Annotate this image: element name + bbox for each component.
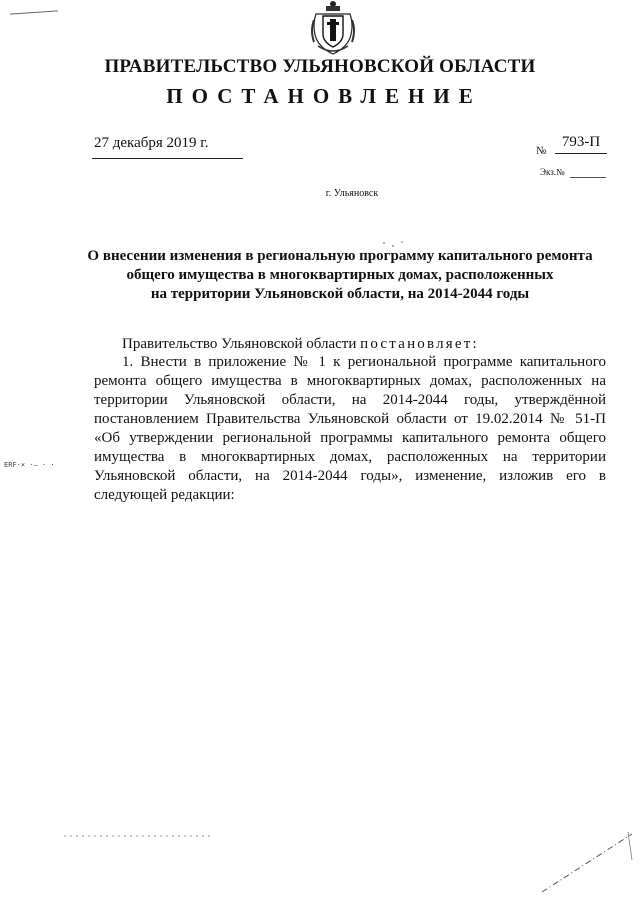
decree-date: 27 декабря 2019 г. xyxy=(94,135,209,151)
title-line-3: на территории Ульяновской области, на 2014-2044 годы xyxy=(150,286,530,302)
document-type-heading: ПОСТАНОВЛЕНИЕ xyxy=(166,84,482,108)
svg-text:ERF·× ·– · ·: ERF·× ·– · · xyxy=(4,461,55,468)
government-name: ПРАВИТЕЛЬСТВО УЛЬЯНОВСКОЙ ОБЛАСТИ xyxy=(104,56,536,77)
date-underline xyxy=(92,158,243,159)
city-name: г. Ульяновск xyxy=(325,188,379,199)
scan-mark-top-left xyxy=(10,10,58,14)
number-sign: № xyxy=(536,145,547,157)
decree-number: 793-П xyxy=(555,134,607,154)
scan-mark-left xyxy=(4,455,94,468)
scan-mark-bottom-left xyxy=(64,826,214,832)
decree-title xyxy=(60,247,620,304)
resolution-intro xyxy=(94,335,606,354)
title-line-2: общего имущества в многоквартирных домах, расположенных xyxy=(126,267,554,283)
coat-of-arms-emblem xyxy=(310,0,356,56)
copy-number-label: Экз.№ xyxy=(540,167,565,177)
scan-mark-bottom-right xyxy=(540,830,635,895)
scan-dots xyxy=(380,236,410,246)
intro-verb: постановляет: xyxy=(360,336,479,352)
title-line-1: О внесении изменения в региональную программу капитального ремонта xyxy=(87,248,593,264)
paragraph-1: 1. Внести в приложение № 1 к региональной программе капитального ремонта общего имущества в многоквартирных домах, расположенных на территории Ульяновской области, на 2014-2044 годы, утверждённой постановлением Правительства Ульяновской области от 19.02.2014 № 51-П «Об утверждении региональной программы капитального ремонта общего имущества в многоквартирных домах, расположенных на территории Ульяновской области, на 2014-2044 годы», изменение, изложив его в следующей редакции: xyxy=(94,354,606,503)
intro-text: Правительство Ульяновской области xyxy=(122,336,361,352)
copy-number-line xyxy=(570,177,606,178)
